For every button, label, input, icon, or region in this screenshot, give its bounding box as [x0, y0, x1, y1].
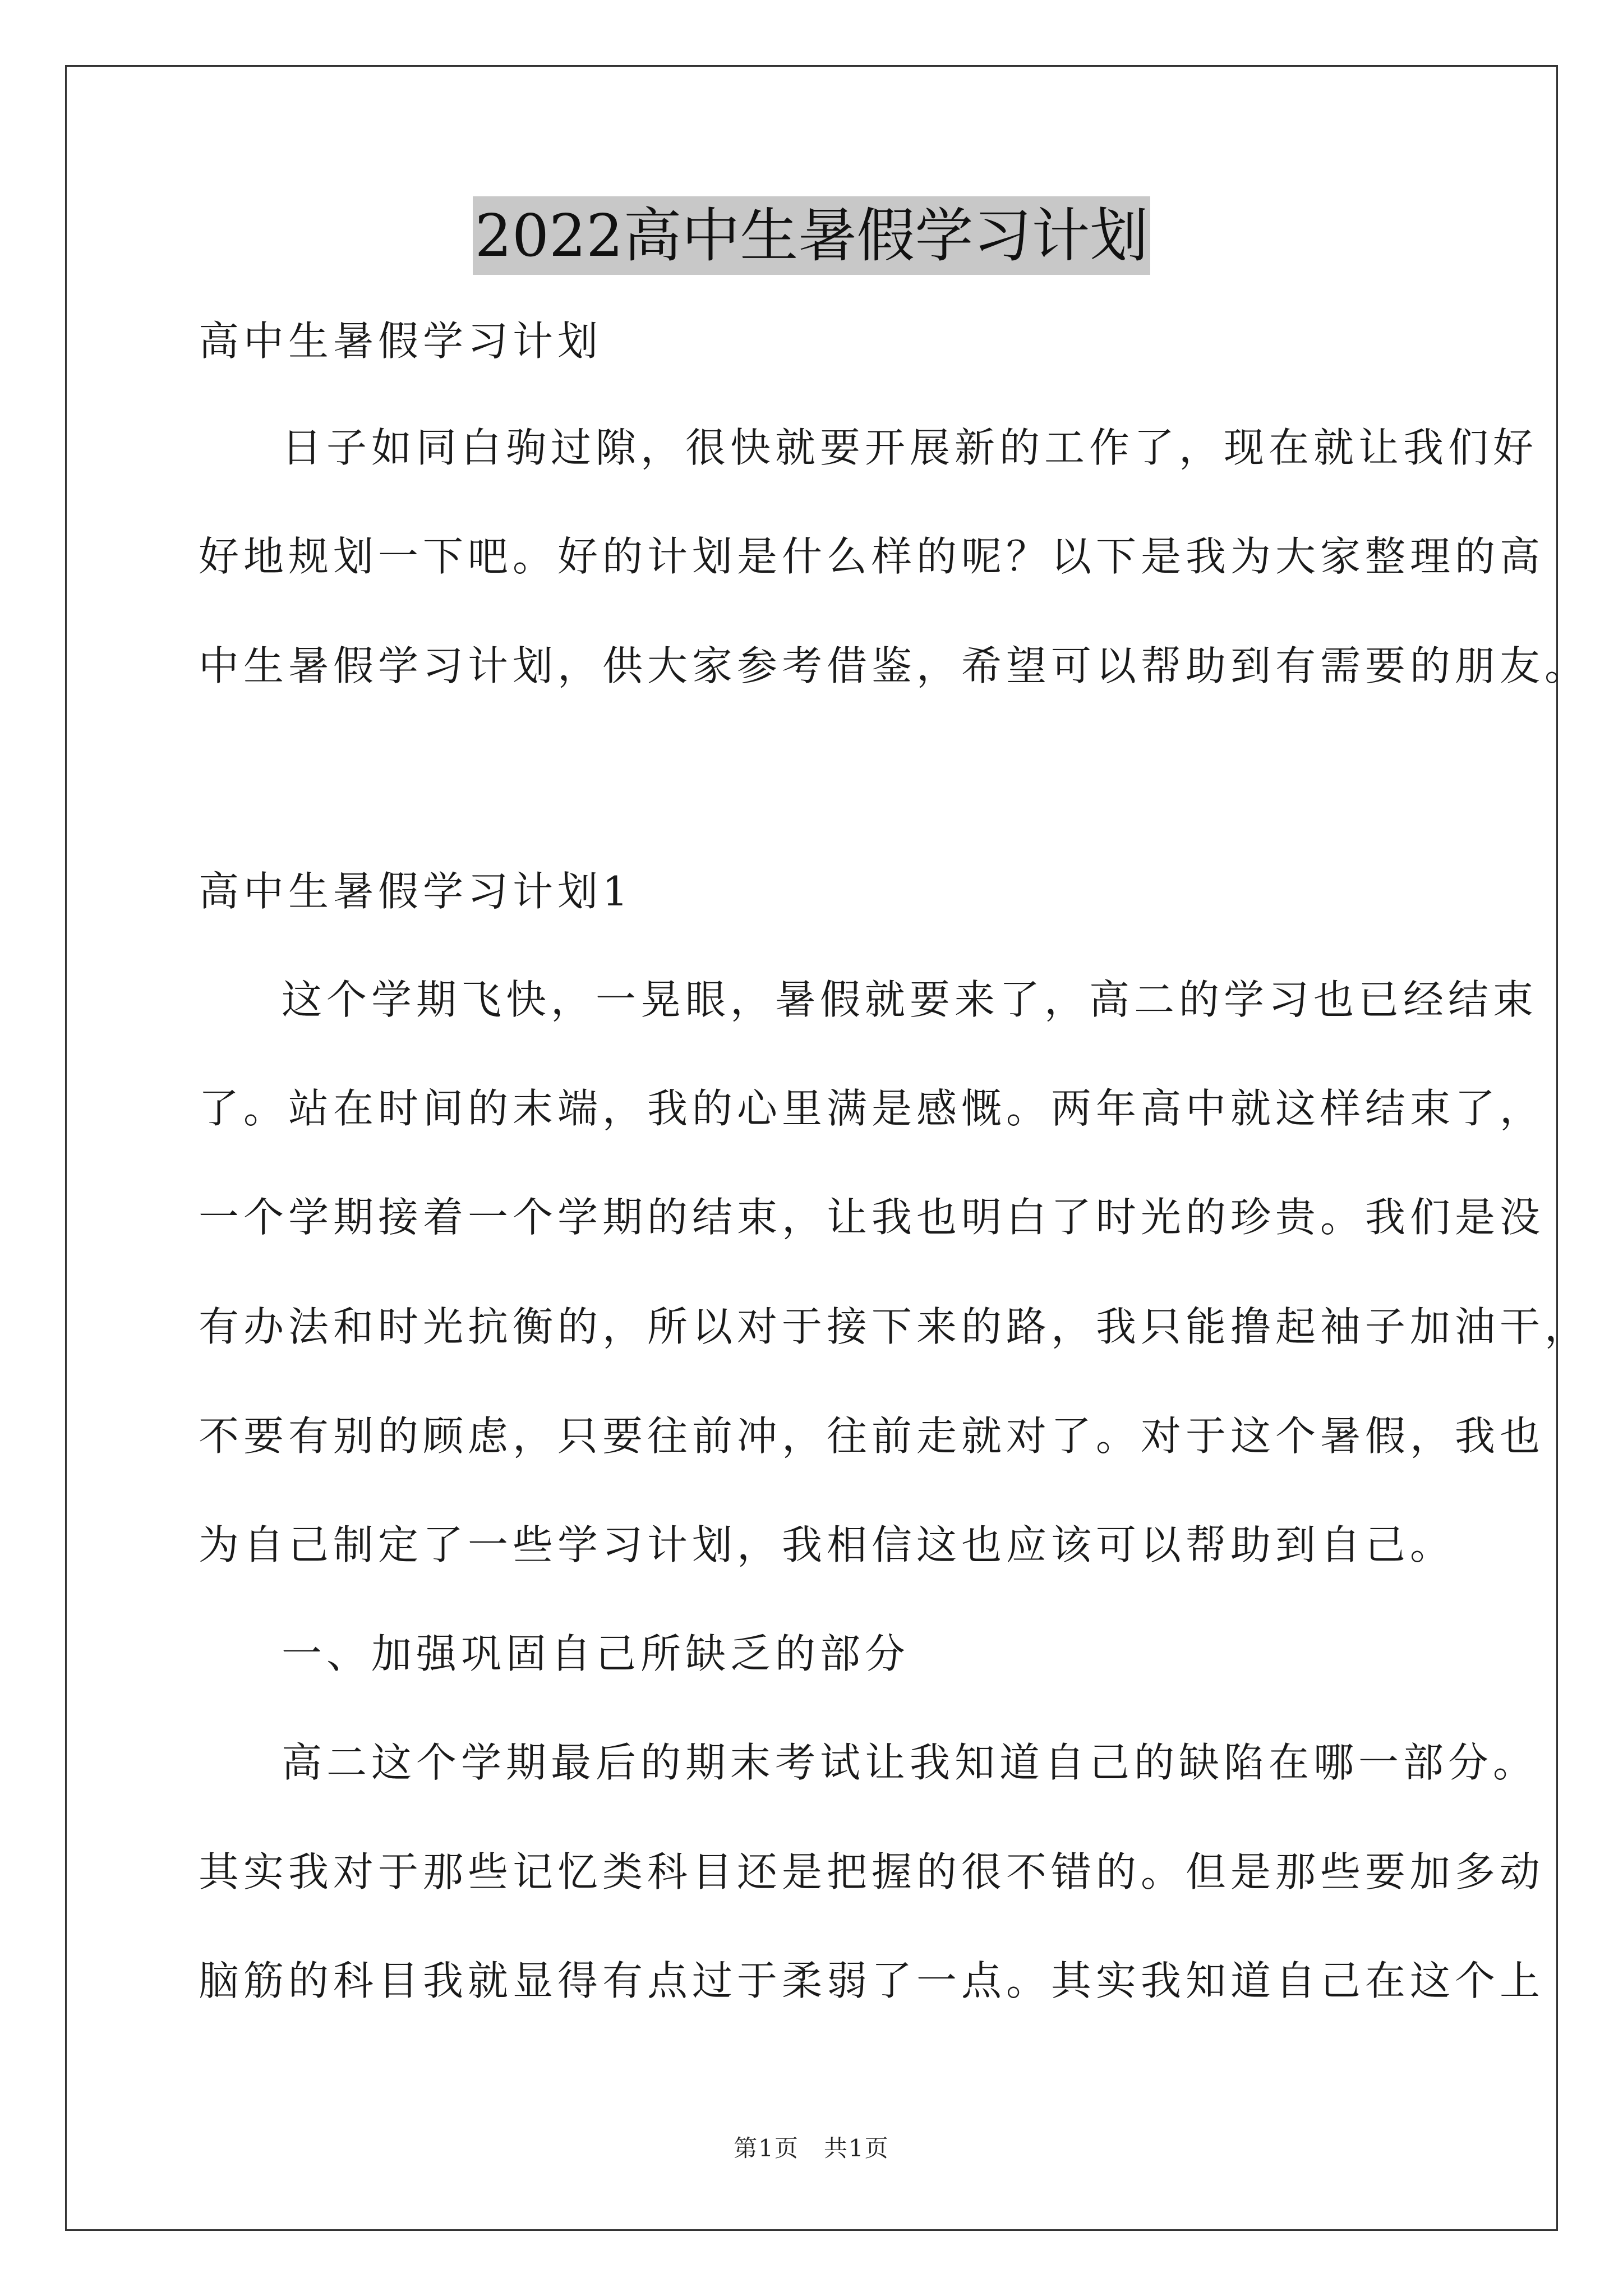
page-border [65, 65, 1558, 2231]
paragraph-line: 一个学期接着一个学期的结束，让我也明白了时光的珍贵。我们是没 [199, 1194, 1545, 1241]
document-title: 2022高中生暑假学习计划 [473, 196, 1151, 275]
paragraph-line: 好地规划一下吧。好的计划是什么样的呢？以下是我为大家整理的高 [199, 533, 1545, 580]
paragraph-line: 这个学期飞快，一晃眼，暑假就要来了，高二的学习也已经结束 [282, 976, 1538, 1023]
paragraph-line: 了。站在时间的末端，我的心里满是感慨。两年高中就这样结束了， [199, 1085, 1545, 1132]
paragraph-line: 中生暑假学习计划，供大家参考借鉴，希望可以帮助到有需要的朋友。 [199, 642, 1590, 689]
paragraph-line: 脑筋的科目我就显得有点过于柔弱了一点。其实我知道自己在这个上 [199, 1957, 1545, 2004]
paragraph-line: 不要有别的顾虑，只要往前冲，往前走就对了。对于这个暑假，我也 [199, 1412, 1545, 1460]
page-footer: 第1页 共1页 [734, 2134, 889, 2162]
paragraph-line: 日子如同白驹过隙，很快就要开展新的工作了，现在就让我们好 [282, 424, 1538, 471]
subheading: 一、加强巩固自己所缺乏的部分 [282, 1630, 910, 1677]
paragraph-line: 为自己制定了一些学习计划，我相信这也应该可以帮助到自己。 [199, 1521, 1455, 1568]
paragraph-line: 有办法和时光抗衡的，所以对于接下来的路，我只能撸起袖子加油干， [199, 1303, 1590, 1350]
title-container [0, 196, 1623, 275]
paragraph-line: 其实我对于那些记忆类科目还是把握的很不错的。但是那些要加多动 [199, 1848, 1545, 1895]
section-heading: 高中生暑假学习计划 [199, 318, 603, 365]
paragraph-line: 高二这个学期最后的期末考试让我知道自己的缺陷在哪一部分。 [282, 1739, 1538, 1786]
section-heading: 高中生暑假学习计划1 [199, 868, 633, 915]
